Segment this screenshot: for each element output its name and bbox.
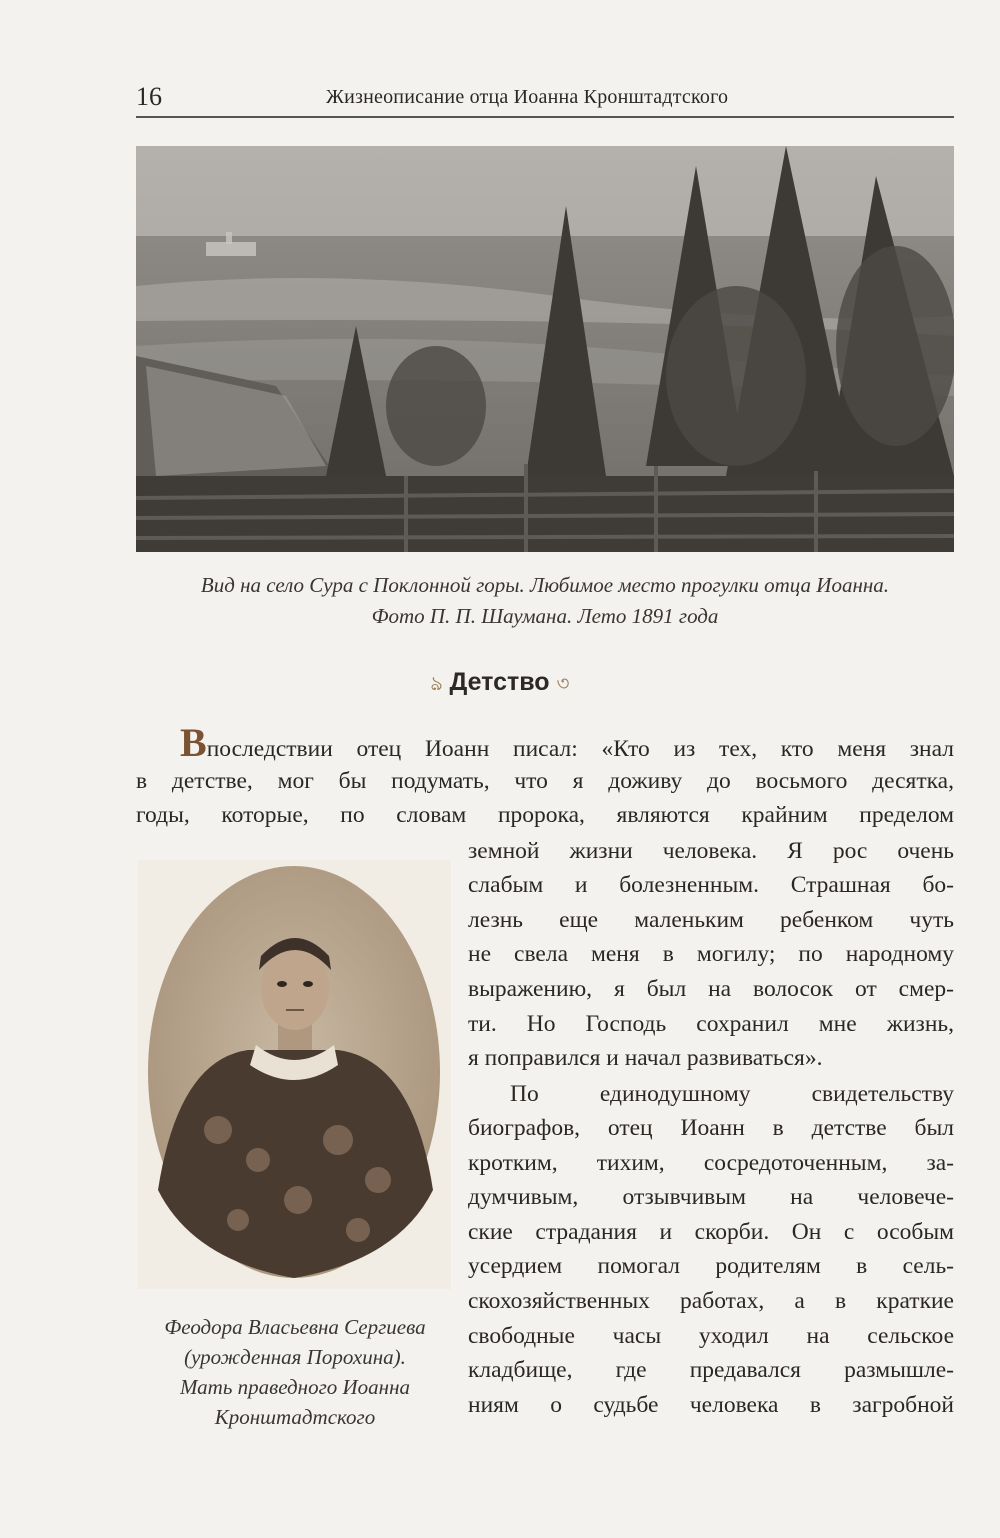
body-line-15: ские страдания и скорби. Он с особым (468, 1219, 954, 1245)
portrait-photo (138, 860, 451, 1289)
portrait-caption (130, 1312, 460, 1432)
right-flourish-icon: ৩ (556, 671, 570, 695)
photo-caption-line-1: Вид на село Сура с Поклонной горы. Любимое место прогулки отца Иоанна. (200, 573, 890, 597)
drop-cap: В (180, 728, 207, 765)
body-line-18: свободные часы уходил на сельское (468, 1323, 954, 1349)
running-title: Жизнеописание отца Иоанна Кронштадтского (326, 86, 729, 108)
portrait-caption-line-2: (урожденная Порохина). (184, 1345, 406, 1369)
body-line-1-text: последствии отец Иоанн писал: «Кто из тех, кто меня знал (206, 736, 954, 762)
running-header (136, 82, 954, 118)
photo-caption-line-2: Фото П. П. Шаумана. Лето 1891 года (371, 604, 719, 628)
portrait-caption-line-3: Мать праведного Иоанна (179, 1375, 411, 1399)
photo-caption (120, 570, 970, 632)
body-line-6: лезнь еще маленьким ребенком чуть (468, 907, 954, 933)
body-line-10: я поправился и начал развиваться». (468, 1045, 823, 1071)
section-heading (300, 668, 700, 702)
body-line-12: биографов, отец Иоанн в детстве был (468, 1115, 954, 1141)
page-number: 16 (136, 82, 162, 111)
portrait-caption-line-4: Кронштадтского (214, 1405, 376, 1429)
body-line-13: кротким, тихим, сосредоточенным, за- (468, 1150, 954, 1176)
body-line-5: слабым и болезненным. Страшная бо- (468, 872, 954, 898)
body-line-20: ниям о судьбе человека в загробной (468, 1392, 954, 1418)
body-line-19: кладбище, где предавался размышле- (468, 1357, 954, 1383)
landscape-photo (136, 146, 954, 552)
body-line-9: ти. Но Господь сохранил мне жизнь, (468, 1011, 954, 1037)
left-flourish-icon: ঌ (430, 671, 443, 695)
portrait-caption-line-1: Феодора Власьевна Сергиева (164, 1315, 426, 1339)
body-line-11: По единодушному свидетельству (510, 1081, 954, 1107)
body-line-14: думчивым, отзывчивым на человече- (468, 1184, 954, 1210)
body-line-3: годы, которые, по словам пророка, являются крайним пределом (136, 802, 954, 828)
body-line-7: не свела меня в могилу; по народному (468, 941, 954, 967)
section-title: Детство (449, 668, 550, 696)
body-line-17: скохозяйственных работах, а в краткие (468, 1288, 954, 1314)
body-line-8: выражению, я был на волосок от смер- (468, 976, 954, 1002)
body-line-16: усердием помогал родителям в сель- (468, 1253, 954, 1279)
body-line-4: земной жизни человека. Я рос очень (468, 838, 954, 864)
body-line-1 (180, 728, 954, 766)
body-line-2: в детстве, мог бы подумать, что я доживу до восьмого десятка, (136, 768, 954, 794)
